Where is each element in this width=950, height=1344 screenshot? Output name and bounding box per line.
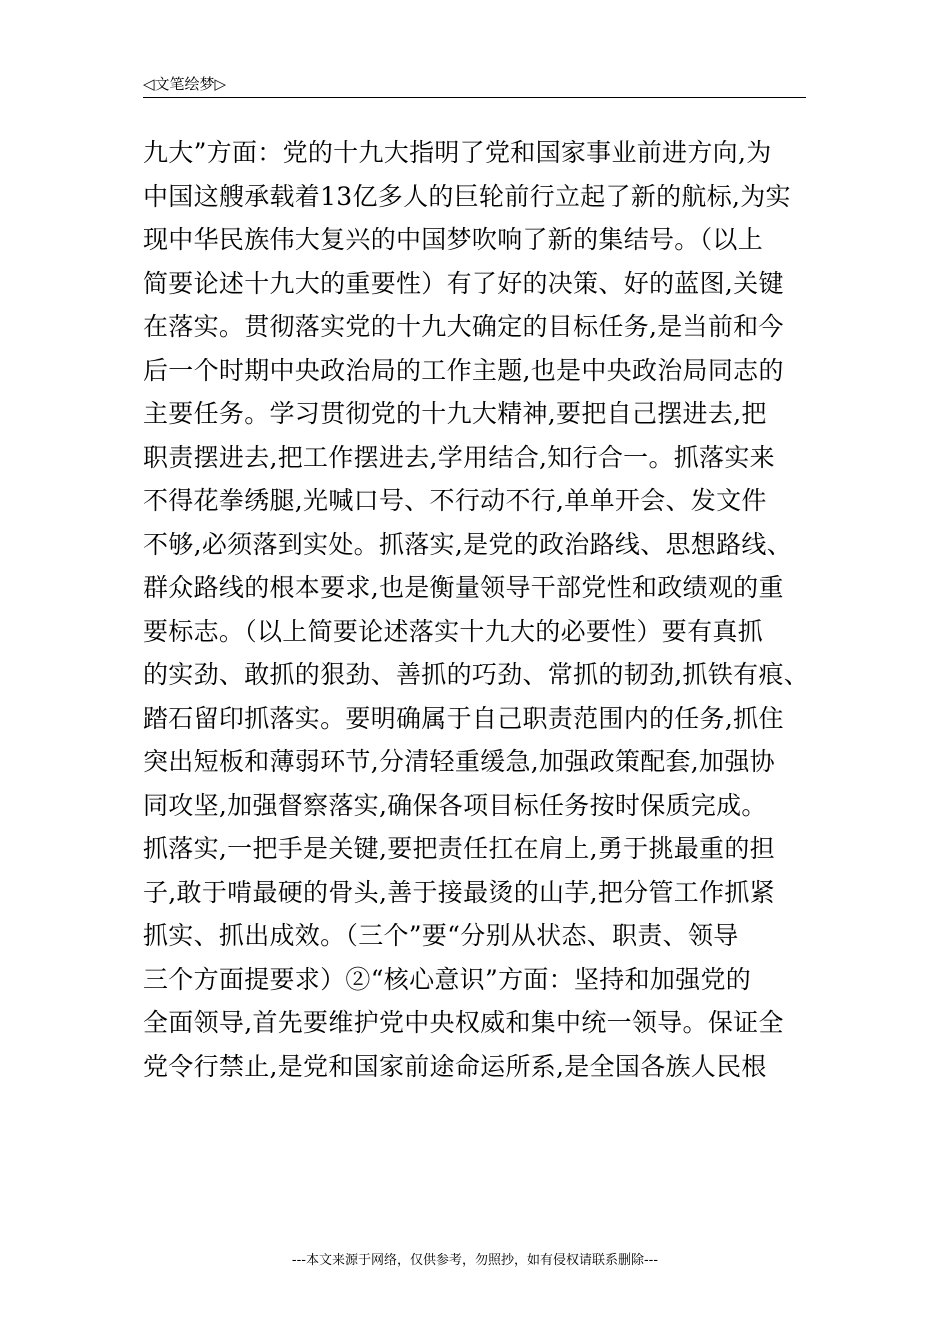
text-line: 踏石留印抓落实。要明确属于自己职责范围内的任务,抓住	[143, 703, 784, 733]
text-line: 群众路线的根本要求,也是衡量领导干部党性和政绩观的重	[143, 573, 784, 602]
text-line: 突出短板和薄弱环节,分清轻重缓急,加强政策配套,加强协	[143, 747, 775, 776]
text-line: 的实劲、敢抓的狠劲、善抓的巧劲、常抓的韧劲,抓铁有痕、	[143, 660, 810, 689]
text-line: 简要论述十九大的重要性）有了好的决策、好的蓝图,关键	[143, 268, 784, 298]
text-line: 三个方面提要求）②“核心意识”方面：坚持和加强党的	[143, 964, 752, 994]
text-line: 党令行禁止,是党和国家前途命运所系,是全国各族人民根	[143, 1051, 767, 1081]
footer-disclaimer: ---本文来源于网络，仅供参考，勿照抄，如有侵权请联系删除---	[291, 1253, 659, 1268]
text-line: 后一个时期中央政治局的工作主题,也是中央政治局同志的	[143, 355, 784, 385]
text-line: 九大”方面：党的十九大指明了党和国家事业前进方向,为	[143, 138, 772, 167]
text-line: 现中华民族伟大复兴的中国梦吹响了新的集结号。（以上	[143, 225, 764, 254]
text-line: 中国这艘承载着13亿多人的巨轮前行立起了新的航标,为实	[143, 181, 791, 211]
text-line: 子,敢于啃最硬的骨头,善于接最烫的山芋,把分管工作抓紧	[143, 877, 775, 907]
text-line: 在落实。贯彻落实党的十九大确定的目标任务,是当前和今	[143, 312, 784, 341]
text-line: 同攻坚,加强督察落实,确保各项目标任务按时保质完成。	[143, 790, 767, 820]
document-header-title: ◁文笔绘梦▷	[143, 75, 227, 93]
text-line: 抓实、抓出成效。（三个”要“分别从状态、职责、领导	[143, 921, 739, 950]
text-line: 主要任务。学习贯彻党的十九大精神,要把自己摆进去,把	[143, 399, 767, 428]
text-line: 要标志。（以上简要论述落实十九大的必要性）要有真抓	[143, 616, 764, 646]
text-line: 抓落实,一把手是关键,要把责任扛在肩上,勇于挑最重的担	[143, 834, 775, 863]
text-line: 全面领导,首先要维护党中央权威和集中统一领导。保证全	[143, 1008, 784, 1037]
document-body	[143, 131, 833, 1088]
text-line: 不得花拳绣腿,光喊口号、不行动不行,单单开会、发文件	[143, 486, 767, 515]
header-divider	[143, 97, 806, 98]
text-line: 职责摆进去,把工作摆进去,学用结合,知行合一。抓落实来	[143, 442, 775, 472]
text-line: 不够,必须落到实处。抓落实,是党的政治路线、思想路线、	[143, 529, 792, 559]
